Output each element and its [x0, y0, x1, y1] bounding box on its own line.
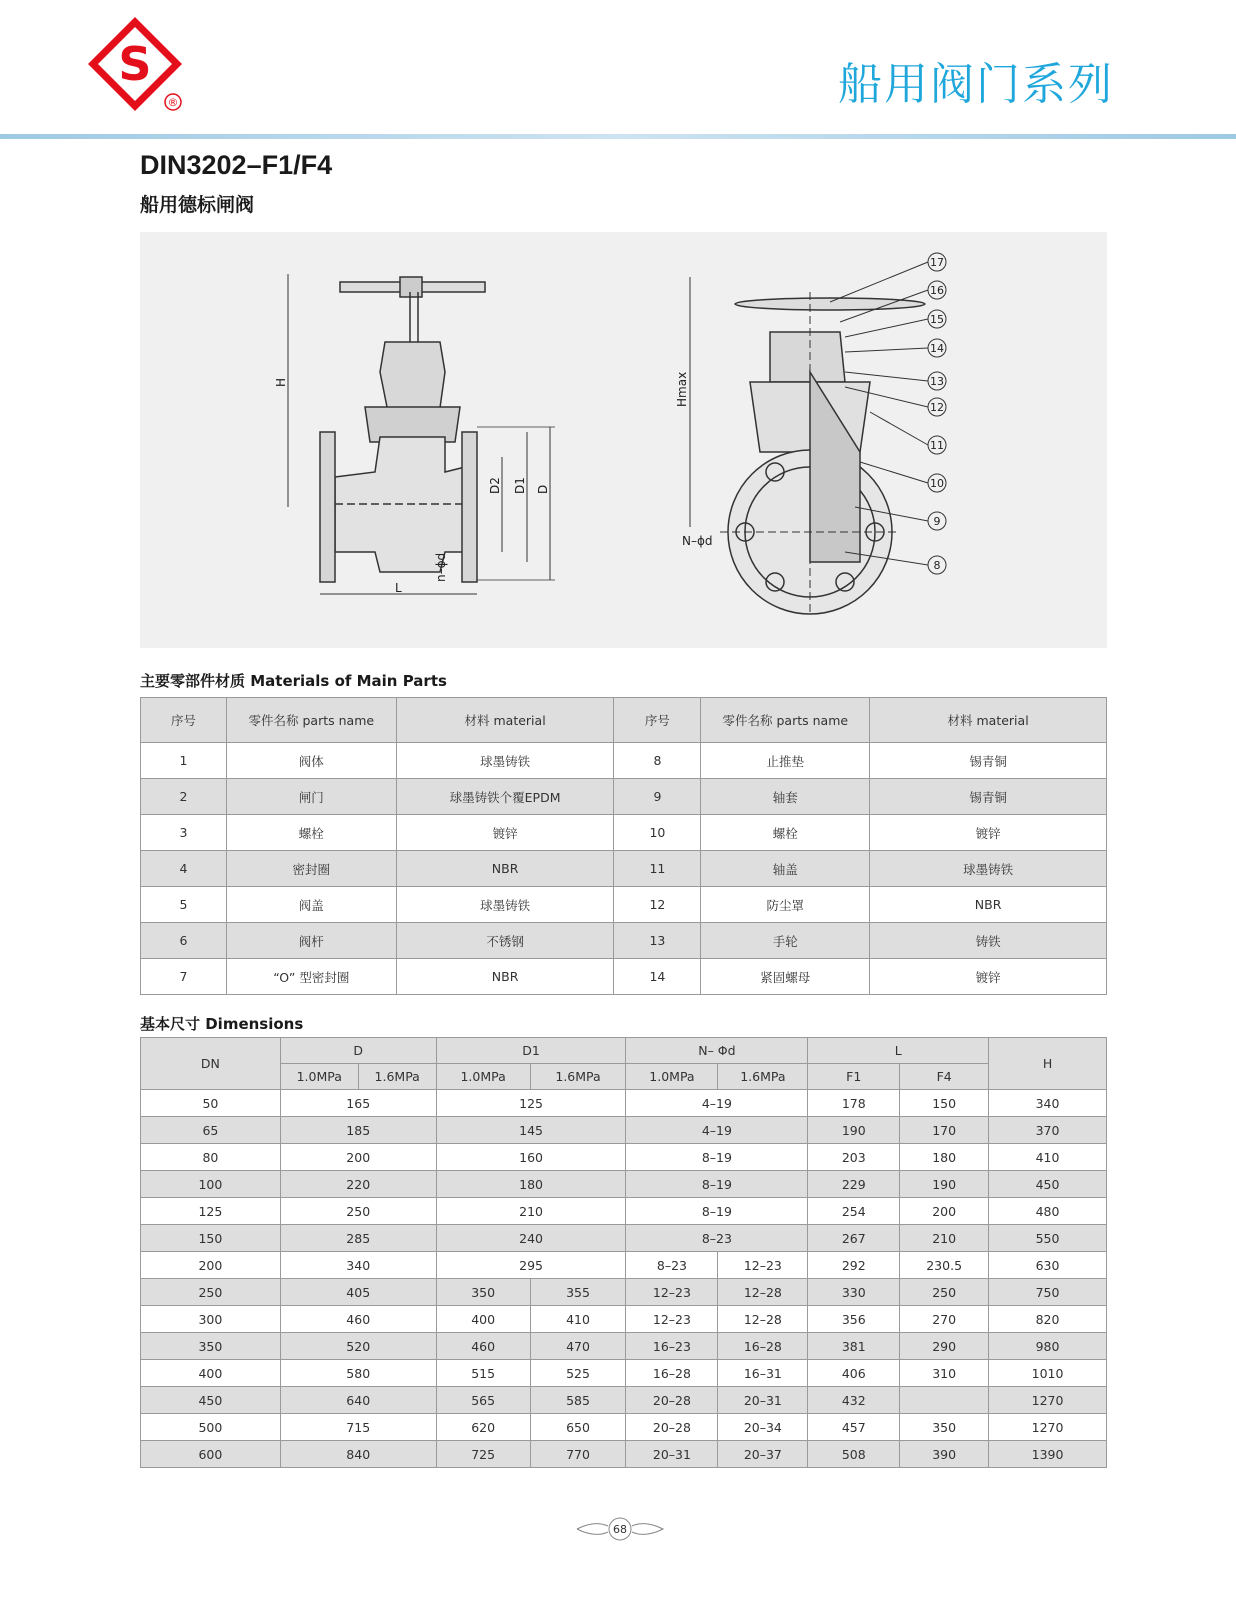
- materials-cell: 球墨铸铁: [396, 887, 614, 923]
- dimensions-cell: 165: [280, 1090, 436, 1117]
- col-no: 序号: [141, 698, 227, 743]
- col-f1: F1: [808, 1064, 900, 1090]
- dimensions-cell: 1270: [989, 1387, 1107, 1414]
- callout-15: 15: [930, 313, 944, 326]
- dimensions-cell: 20–28: [626, 1387, 718, 1414]
- product-name: 船用德标闸阀: [140, 194, 255, 216]
- dimensions-cell: 370: [989, 1117, 1107, 1144]
- dimensions-cell: 8–19: [626, 1198, 808, 1225]
- dimensions-row: [141, 1225, 1107, 1252]
- product-model: DIN3202–F1/F4: [140, 150, 333, 180]
- materials-row: [141, 815, 1107, 851]
- dimensions-cell: 457: [808, 1414, 900, 1441]
- materials-cell: 13: [614, 923, 701, 959]
- materials-cell: 5: [141, 887, 227, 923]
- dimensions-cell: 150: [141, 1225, 281, 1252]
- dimensions-cell: 180: [900, 1144, 989, 1171]
- dimensions-cell: 515: [436, 1360, 530, 1387]
- dimensions-cell: 840: [280, 1441, 436, 1468]
- label-l: L: [395, 581, 402, 595]
- callout-11: 11: [930, 439, 944, 452]
- materials-row: [141, 887, 1107, 923]
- dimensions-cell: 355: [530, 1279, 626, 1306]
- dimensions-cell: 190: [900, 1171, 989, 1198]
- materials-cell: NBR: [870, 887, 1107, 923]
- label-d2: D2: [488, 477, 502, 494]
- materials-cell: 锡青铜: [870, 743, 1107, 779]
- dimensions-cell: 330: [808, 1279, 900, 1306]
- dimensions-cell: 410: [989, 1144, 1107, 1171]
- materials-cell: 锡青铜: [870, 779, 1107, 815]
- dimensions-cell: 200: [280, 1144, 436, 1171]
- dimensions-row: [141, 1252, 1107, 1279]
- callout-14: 14: [930, 342, 944, 355]
- col-no: 序号: [614, 698, 701, 743]
- dimensions-cell: 200: [900, 1198, 989, 1225]
- materials-cell: 螺栓: [226, 815, 396, 851]
- callout-9: 9: [933, 515, 941, 528]
- dimensions-cell: 4–19: [626, 1090, 808, 1117]
- dimensions-cell: 12–23: [718, 1252, 808, 1279]
- materials-cell: 6: [141, 923, 227, 959]
- materials-cell: 8: [614, 743, 701, 779]
- dimensions-cell: 550: [989, 1225, 1107, 1252]
- dimensions-cell: 203: [808, 1144, 900, 1171]
- callout-10: 10: [930, 477, 944, 490]
- dimensions-cell: 160: [436, 1144, 626, 1171]
- dimensions-cell: 1390: [989, 1441, 1107, 1468]
- dimensions-row: [141, 1387, 1107, 1414]
- dimensions-cell: 381: [808, 1333, 900, 1360]
- dimensions-cell: 650: [530, 1414, 626, 1441]
- materials-cell: 1: [141, 743, 227, 779]
- dimensions-cell: 390: [900, 1441, 989, 1468]
- dimensions-cell: 432: [808, 1387, 900, 1414]
- dimensions-cell: 565: [436, 1387, 530, 1414]
- dimensions-cell: 270: [900, 1306, 989, 1333]
- col-pressure: 1.0MPa: [626, 1064, 718, 1090]
- dimensions-cell: 600: [141, 1441, 281, 1468]
- dimensions-row: [141, 1279, 1107, 1306]
- dimensions-cell: 410: [530, 1306, 626, 1333]
- dimensions-cell: 500: [141, 1414, 281, 1441]
- dimensions-cell: 8–19: [626, 1171, 808, 1198]
- dimensions-cell: 12–23: [626, 1306, 718, 1333]
- col-d1: D1: [436, 1038, 626, 1064]
- materials-cell: 防尘罩: [701, 887, 870, 923]
- dimensions-cell: 350: [900, 1414, 989, 1441]
- materials-cell: 闸门: [226, 779, 396, 815]
- dimensions-cell: 20–37: [718, 1441, 808, 1468]
- label-hmax: Hmax: [675, 371, 689, 407]
- materials-cell: 球墨铸铁: [396, 743, 614, 779]
- dimensions-cell: 405: [280, 1279, 436, 1306]
- dimensions-cell: 65: [141, 1117, 281, 1144]
- dimensions-cell: 200: [141, 1252, 281, 1279]
- dimensions-cell: 285: [280, 1225, 436, 1252]
- col-material: 材料 material: [870, 698, 1107, 743]
- materials-cell: 11: [614, 851, 701, 887]
- dimensions-cell: 725: [436, 1441, 530, 1468]
- label-nphid-right: N–ϕd: [682, 534, 713, 548]
- dimensions-cell: 290: [900, 1333, 989, 1360]
- materials-row: [141, 923, 1107, 959]
- dimensions-cell: 170: [900, 1117, 989, 1144]
- dimensions-cell: 8–23: [626, 1225, 808, 1252]
- callout-17: 17: [930, 256, 944, 269]
- materials-cell: 铸铁: [870, 923, 1107, 959]
- materials-row: [141, 779, 1107, 815]
- dimensions-table: [140, 1037, 1107, 1468]
- label-d1: D1: [513, 477, 527, 494]
- dimensions-cell: 820: [989, 1306, 1107, 1333]
- dimensions-cell: 125: [436, 1090, 626, 1117]
- dimensions-cell: 620: [436, 1414, 530, 1441]
- materials-cell: 镀锌: [870, 815, 1107, 851]
- dimensions-cell: 715: [280, 1414, 436, 1441]
- dimensions-cell: 480: [989, 1198, 1107, 1225]
- dimensions-cell: 16–31: [718, 1360, 808, 1387]
- materials-cell: 12: [614, 887, 701, 923]
- dimensions-row: [141, 1360, 1107, 1387]
- dimensions-cell: 340: [280, 1252, 436, 1279]
- dimensions-cell: 185: [280, 1117, 436, 1144]
- materials-cell: NBR: [396, 959, 614, 995]
- materials-title: 主要零部件材质 Materials of Main Parts: [140, 672, 447, 690]
- dimensions-cell: 310: [900, 1360, 989, 1387]
- dimensions-cell: 80: [141, 1144, 281, 1171]
- materials-cell: 不锈钢: [396, 923, 614, 959]
- dimensions-cell: 406: [808, 1360, 900, 1387]
- materials-cell: 10: [614, 815, 701, 851]
- col-pressure: 1.6MPa: [718, 1064, 808, 1090]
- dimensions-row: [141, 1171, 1107, 1198]
- dimensions-cell: 16–28: [626, 1360, 718, 1387]
- dimensions-row: [141, 1198, 1107, 1225]
- dimensions-cell: 12–28: [718, 1279, 808, 1306]
- dimensions-body: [141, 1090, 1107, 1468]
- materials-cell: 螺栓: [701, 815, 870, 851]
- dimensions-cell: 12–28: [718, 1306, 808, 1333]
- materials-cell: 紧固螺母: [701, 959, 870, 995]
- materials-cell: 阀杆: [226, 923, 396, 959]
- dimensions-cell: 250: [280, 1198, 436, 1225]
- page-number-badge: [575, 1516, 665, 1542]
- dimensions-header-row: [141, 1038, 1107, 1064]
- dimensions-cell: 400: [141, 1360, 281, 1387]
- dimensions-row: [141, 1117, 1107, 1144]
- dimensions-cell: 180: [436, 1171, 626, 1198]
- dimensions-cell: 20–31: [718, 1387, 808, 1414]
- callout-12: 12: [930, 401, 944, 414]
- dimensions-cell: 20–34: [718, 1414, 808, 1441]
- dimensions-row: [141, 1333, 1107, 1360]
- dimensions-cell: 470: [530, 1333, 626, 1360]
- col-f4: F4: [900, 1064, 989, 1090]
- col-d: D: [280, 1038, 436, 1064]
- dimensions-cell: 100: [141, 1171, 281, 1198]
- materials-row: [141, 959, 1107, 995]
- materials-row: [141, 743, 1107, 779]
- dimensions-cell: 350: [141, 1333, 281, 1360]
- col-material: 材料 material: [396, 698, 614, 743]
- dimensions-cell: 450: [141, 1387, 281, 1414]
- dimensions-cell: 250: [141, 1279, 281, 1306]
- label-h: H: [274, 377, 288, 387]
- dimensions-cell: 267: [808, 1225, 900, 1252]
- materials-cell: 镀锌: [396, 815, 614, 851]
- valve-drawing: [140, 232, 1107, 648]
- registered-mark: ®: [167, 96, 179, 109]
- callout-13: 13: [930, 375, 944, 388]
- col-pressure: 1.6MPa: [358, 1064, 436, 1090]
- dimensions-row: [141, 1441, 1107, 1468]
- dimensions-cell: 640: [280, 1387, 436, 1414]
- col-part: 零件名称 parts name: [226, 698, 396, 743]
- col-nphid: N– Φd: [626, 1038, 808, 1064]
- dimensions-cell: 300: [141, 1306, 281, 1333]
- dimensions-subheader-row: [141, 1064, 1107, 1090]
- dimensions-cell: 460: [280, 1306, 436, 1333]
- dimensions-cell: 460: [436, 1333, 530, 1360]
- dimensions-cell: 8–23: [626, 1252, 718, 1279]
- dimensions-cell: 295: [436, 1252, 626, 1279]
- col-pressure: 1.0MPa: [280, 1064, 358, 1090]
- dimensions-cell: 292: [808, 1252, 900, 1279]
- col-l: L: [808, 1038, 989, 1064]
- materials-cell: 7: [141, 959, 227, 995]
- materials-cell: 轴盖: [701, 851, 870, 887]
- dimensions-cell: 508: [808, 1441, 900, 1468]
- dimensions-row: [141, 1414, 1107, 1441]
- callout-16: 16: [930, 284, 944, 297]
- dimensions-cell: [900, 1387, 989, 1414]
- materials-cell: 4: [141, 851, 227, 887]
- col-pressure: 1.0MPa: [436, 1064, 530, 1090]
- dimensions-cell: 210: [436, 1198, 626, 1225]
- page-number: 68: [613, 1523, 627, 1536]
- materials-cell: “O” 型密封圈: [226, 959, 396, 995]
- dimensions-cell: 20–31: [626, 1441, 718, 1468]
- col-part: 零件名称 parts name: [701, 698, 870, 743]
- dimensions-cell: 356: [808, 1306, 900, 1333]
- materials-cell: 密封圈: [226, 851, 396, 887]
- dimensions-cell: 145: [436, 1117, 626, 1144]
- materials-cell: 14: [614, 959, 701, 995]
- col-h: H: [989, 1038, 1107, 1090]
- dimensions-cell: 254: [808, 1198, 900, 1225]
- dimensions-cell: 585: [530, 1387, 626, 1414]
- dimensions-cell: 350: [436, 1279, 530, 1306]
- materials-body: [141, 743, 1107, 995]
- callout-8: 8: [933, 559, 941, 572]
- header-rule: [0, 134, 1236, 139]
- dimensions-cell: 230.5: [900, 1252, 989, 1279]
- dimensions-cell: 770: [530, 1441, 626, 1468]
- col-dn: DN: [141, 1038, 281, 1090]
- materials-table: [140, 697, 1107, 995]
- dimensions-cell: 16–28: [718, 1333, 808, 1360]
- dimensions-cell: 400: [436, 1306, 530, 1333]
- dimensions-title: 基本尺寸 Dimensions: [140, 1015, 304, 1033]
- dimensions-cell: 630: [989, 1252, 1107, 1279]
- dimensions-cell: 750: [989, 1279, 1107, 1306]
- dimensions-cell: 4–19: [626, 1117, 808, 1144]
- logo-letter: S: [118, 37, 152, 91]
- col-pressure: 1.6MPa: [530, 1064, 626, 1090]
- materials-row: [141, 851, 1107, 887]
- dimensions-cell: 178: [808, 1090, 900, 1117]
- dimensions-cell: 1270: [989, 1414, 1107, 1441]
- dimensions-cell: 580: [280, 1360, 436, 1387]
- dimensions-row: [141, 1090, 1107, 1117]
- dimensions-cell: 20–28: [626, 1414, 718, 1441]
- materials-cell: 手轮: [701, 923, 870, 959]
- dimensions-cell: 16–23: [626, 1333, 718, 1360]
- materials-cell: 阀盖: [226, 887, 396, 923]
- materials-header-row: [141, 698, 1107, 743]
- dimensions-cell: 525: [530, 1360, 626, 1387]
- dimensions-cell: 980: [989, 1333, 1107, 1360]
- materials-cell: 球墨铸铁: [870, 851, 1107, 887]
- materials-cell: 球墨铸铁个覆EPDM: [396, 779, 614, 815]
- dimensions-cell: 190: [808, 1117, 900, 1144]
- series-title: 船用阀门系列: [838, 59, 1114, 110]
- dimensions-cell: 450: [989, 1171, 1107, 1198]
- dimensions-cell: 229: [808, 1171, 900, 1198]
- company-logo: [85, 14, 185, 114]
- label-nphid: n–ϕd: [434, 552, 448, 582]
- materials-cell: 2: [141, 779, 227, 815]
- dimensions-cell: 240: [436, 1225, 626, 1252]
- materials-cell: 3: [141, 815, 227, 851]
- materials-cell: 轴套: [701, 779, 870, 815]
- dimensions-cell: 520: [280, 1333, 436, 1360]
- dimensions-row: [141, 1306, 1107, 1333]
- materials-cell: 止推垫: [701, 743, 870, 779]
- dimensions-cell: 1010: [989, 1360, 1107, 1387]
- dimensions-cell: 12–23: [626, 1279, 718, 1306]
- dimensions-cell: 8–19: [626, 1144, 808, 1171]
- dimensions-cell: 250: [900, 1279, 989, 1306]
- dimensions-cell: 210: [900, 1225, 989, 1252]
- materials-cell: 阀体: [226, 743, 396, 779]
- dimensions-cell: 220: [280, 1171, 436, 1198]
- dimensions-row: [141, 1144, 1107, 1171]
- dimensions-cell: 340: [989, 1090, 1107, 1117]
- dimensions-cell: 150: [900, 1090, 989, 1117]
- materials-cell: NBR: [396, 851, 614, 887]
- materials-cell: 镀锌: [870, 959, 1107, 995]
- materials-cell: 9: [614, 779, 701, 815]
- dimensions-cell: 125: [141, 1198, 281, 1225]
- dimensions-cell: 50: [141, 1090, 281, 1117]
- label-d: D: [536, 484, 550, 494]
